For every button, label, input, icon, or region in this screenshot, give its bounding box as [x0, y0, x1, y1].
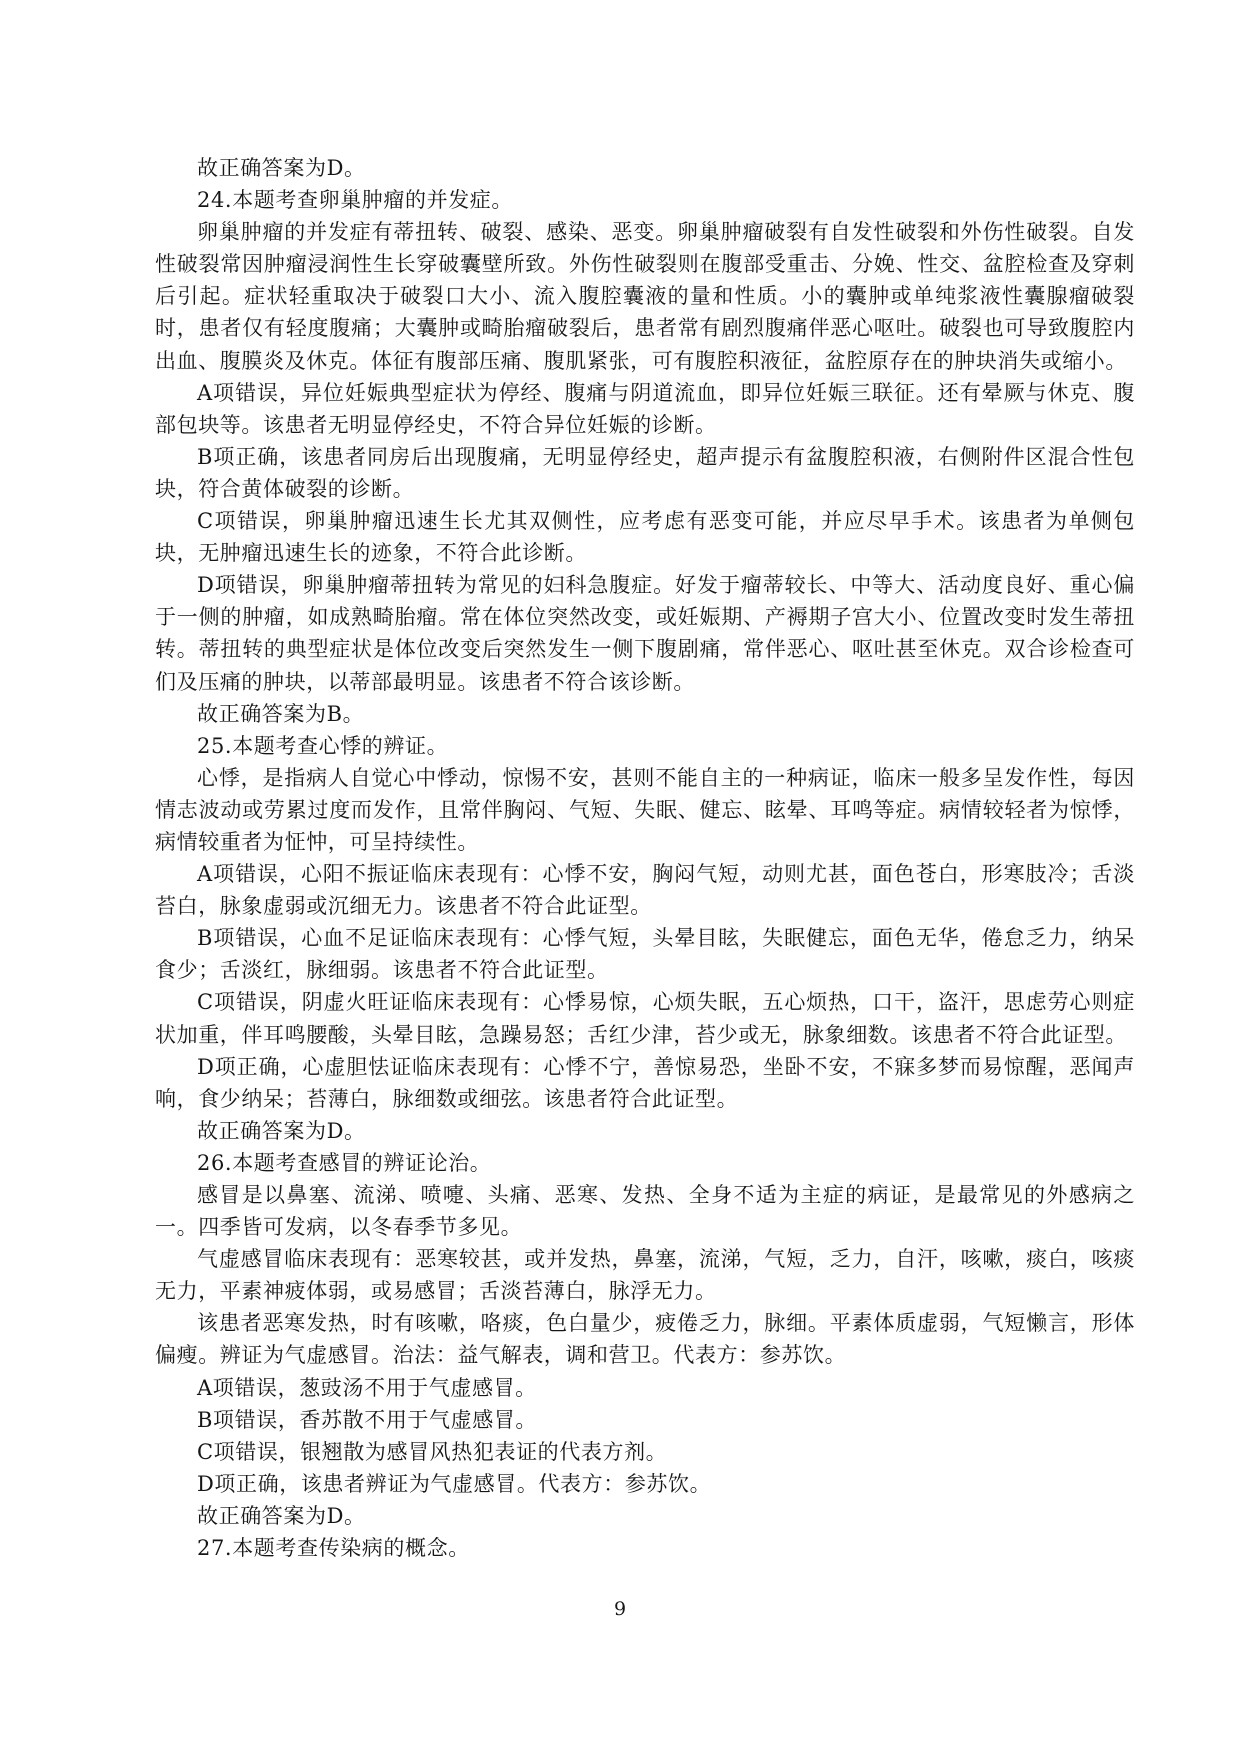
- option-explanation: D项错误，卵巢肿瘤蒂扭转为常见的妇科急腹症。好发于瘤蒂较长、中等大、活动度良好、重心偏于一侧的肿瘤，如成熟畸胎瘤。常在体位突然改变，或妊娠期、产褥期子宫大小、位置改变时发生蒂扭转。蒂扭转的典型症状是体位改变后突然发生一侧下腹剧痛，常伴恶心、呕吐甚至休克。双合诊检查可们及压痛的肿块，以蒂部最明显。该患者不符合该诊断。: [155, 573, 1135, 694]
- answer-line: 故正确答案为D。: [197, 1503, 366, 1528]
- question-heading: 24.本题考查卵巢肿瘤的并发症。: [197, 188, 513, 213]
- option-explanation: C项错误，银翘散为感冒风热犯表证的代表方剂。: [197, 1439, 668, 1464]
- answer-line: 故正确答案为D。: [197, 1118, 366, 1143]
- option-explanation: D项正确，心虚胆怯证临床表现有：心悸不宁，善惊易恐，坐卧不安，不寐多梦而易惊醒，恶闻声响，食少纳呆；苔薄白，脉细数或细弦。该患者符合此证型。: [155, 1054, 1135, 1111]
- explanation-paragraph: 气虚感冒临床表现有：恶寒较甚，或并发热，鼻塞，流涕，气短，乏力，自汗，咳嗽，痰白，咳痰无力，平素神疲体弱，或易感冒；舌淡苔薄白，脉浮无力。: [155, 1247, 1135, 1304]
- explanation-paragraph: 心悸，是指病人自觉心中悸动，惊惕不安，甚则不能自主的一种病证，临床一般多呈发作性，每因情志波动或劳累过度而发作，且常伴胸闷、气短、失眠、健忘、眩晕、耳鸣等症。病情较轻者为惊悸，病情较重者为怔忡，可呈持续性。: [155, 765, 1135, 854]
- question-heading: 25.本题考查心悸的辨证。: [197, 733, 449, 758]
- answer-line: 故正确答案为B。: [197, 701, 365, 726]
- option-explanation: A项错误，异位妊娠典型症状为停经、腹痛与阴道流血，即异位妊娠三联征。还有晕厥与休克、腹部包块等。该患者无明显停经史，不符合异位妊娠的诊断。: [155, 380, 1135, 437]
- option-explanation: B项错误，香苏散不用于气虚感冒。: [197, 1407, 538, 1432]
- document-body: [155, 152, 1135, 1564]
- explanation-paragraph: 该患者恶寒发热，时有咳嗽，咯痰，色白量少，疲倦乏力，脉细。平素体质虚弱，气短懒言，形体偏瘦。辨证为气虚感冒。治法：益气解表，调和营卫。代表方：参苏饮。: [155, 1311, 1135, 1368]
- option-explanation: B项错误，心血不足证临床表现有：心悸气短，头晕目眩，失眠健忘，面色无华，倦怠乏力，纳呆食少；舌淡红，脉细弱。该患者不符合此证型。: [155, 926, 1135, 983]
- option-explanation: B项正确，该患者同房后出现腹痛，无明显停经史，超声提示有盆腹腔积液，右侧附件区混合性包块，符合黄体破裂的诊断。: [155, 444, 1135, 501]
- page-number: 9: [613, 1598, 627, 1620]
- option-explanation: D项正确，该患者辨证为气虚感冒。代表方：参苏饮。: [197, 1471, 712, 1496]
- explanation-paragraph: 感冒是以鼻塞、流涕、喷嚏、头痛、恶寒、发热、全身不适为主症的病证，是最常见的外感病之一。四季皆可发病，以冬春季节多见。: [155, 1183, 1135, 1240]
- option-explanation: A项错误，葱豉汤不用于气虚感冒。: [197, 1375, 537, 1400]
- explanation-paragraph: 卵巢肿瘤的并发症有蒂扭转、破裂、感染、恶变。卵巢肿瘤破裂有自发性破裂和外伤性破裂。自发性破裂常因肿瘤浸润性生长穿破囊壁所致。外伤性破裂则在腹部受重击、分娩、性交、盆腔检查及穿刺后引起。症状轻重取决于破裂口大小、流入腹腔囊液的量和性质。小的囊肿或单纯浆液性囊腺瘤破裂时，患者仅有轻度腹痛；大囊肿或畸胎瘤破裂后，患者常有剧烈腹痛伴恶心呕吐。破裂也可导致腹腔内出血、腹膜炎及休克。体征有腹部压痛、腹肌紧张，可有腹腔积液征，盆腔原存在的肿块消失或缩小。: [155, 220, 1135, 373]
- option-explanation: C项错误，阴虚火旺证临床表现有：心悸易惊，心烦失眠，五心烦热，口干，盗汗，思虑劳心则症状加重，伴耳鸣腰酸，头晕目眩，急躁易怒；舌红少津，苔少或无，脉象细数。该患者不符合此证型。: [155, 990, 1135, 1047]
- question-heading: 26.本题考查感冒的辨证论治。: [197, 1150, 492, 1175]
- option-explanation: C项错误，卵巢肿瘤迅速生长尤其双侧性，应考虑有恶变可能，并应尽早手术。该患者为单侧包块，无肿瘤迅速生长的迹象，不符合此诊断。: [155, 509, 1135, 566]
- answer-line: 故正确答案为D。: [197, 156, 366, 180]
- option-explanation: A项错误，心阳不振证临床表现有：心悸不安，胸闷气短，动则尤甚，面色苍白，形寒肢冷；舌淡苔白，脉象虚弱或沉细无力。该患者不符合此证型。: [155, 862, 1135, 919]
- question-heading: 27.本题考查传染病的概念。: [197, 1536, 470, 1561]
